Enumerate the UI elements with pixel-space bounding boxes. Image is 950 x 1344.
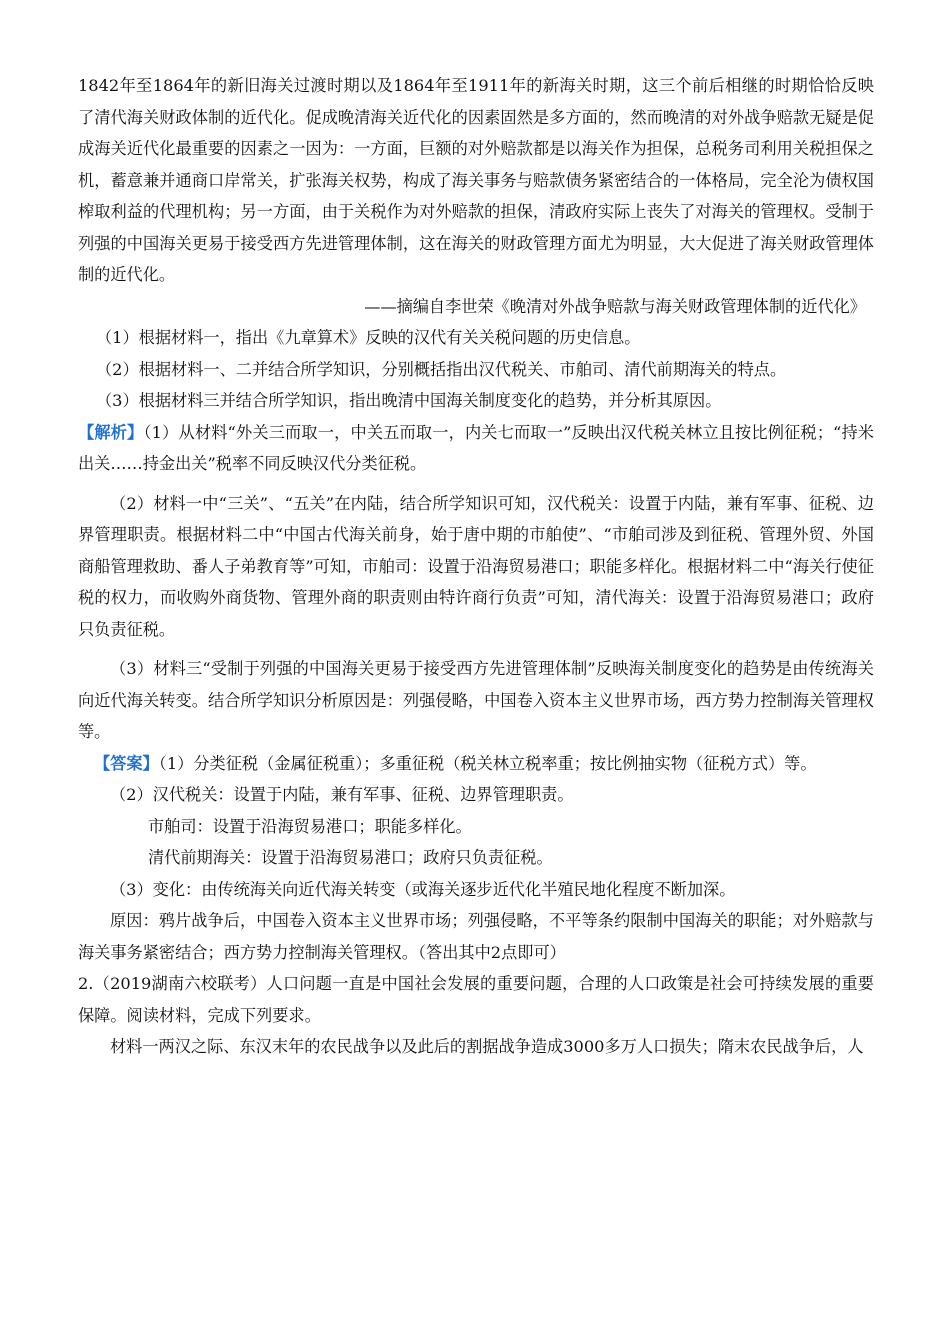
analysis-paragraph-1: [78, 417, 874, 480]
document-page: [78, 70, 874, 1063]
question-1: （1）根据材料一，指出《九章算术》反映的汉代有关关税问题的历史信息。: [96, 328, 641, 347]
answer-2: （2）汉代税关：设置于内陆，兼有军事、征税、边界管理职责。: [110, 785, 574, 804]
question-3: （3）根据材料三并结合所学知识，指出晚清中国海关制度变化的趋势，并分析其原因。: [96, 391, 722, 410]
analysis-text-1: （1）从材料“外关三而取一，中关五而取一，内关七而取一”反映出汉代税关林立且按比例征税；“持米出关……持金出关”税率不同反映汉代分类征税。: [78, 422, 874, 473]
answer-3: （3）变化：由传统海关向近代海关转变（或海关逐步近代化半殖民地化程度不断加深。: [110, 879, 736, 899]
analysis-tag: 【解析】: [78, 422, 144, 442]
question-2-material-1: 材料一两汉之际、东汉末年的农民战争以及此后的割据战争造成3000多万人口损失；隋末农民战争后，人: [110, 1037, 864, 1056]
answer-2-qing-customs: 清代前期海关：设置于沿海贸易港口；政府只负责征税。: [148, 848, 553, 867]
analysis-paragraph-2: （2）材料一中“三关”、“五关”在内陆，结合所学知识可知，汉代税关：设置于内陆，兼有军事、征税、边界管理职责。根据材料二中“中国古代海关前身，始于唐中期的市舶使”、“市舶司涉及到征税、管理外贸、外国商船管理救助、番人子弟教育等”可知，市舶司：设置于沿海贸易港口；职能多样化。根据材料二中“海关行使征税的权力，而收购外商货物、管理外商的职责则由特许商行负责”可知，清代海关：设置于沿海贸易港口；政府只负责征税。: [78, 493, 874, 639]
question-2: （2）根据材料一、二并结合所学知识，分别概括指出汉代税关、市舶司、清代前期海关的特点。: [96, 359, 787, 379]
analysis-paragraph-3: （3）材料三“受制于列强的中国海关更易于接受西方先进管理体制”反映海关制度变化的趋势是由传统海关向近代海关转变。结合所学知识分析原因是：列强侵略，中国卷入资本主义世界市场，西方势力控制海关管理权等。: [78, 659, 874, 741]
answer-tag: 【答案】: [94, 753, 159, 773]
answer-text-1: （1）分类征税（金属征税重）；多重征税（税关林立税率重；按比例抽实物（征税方式）等。: [158, 753, 817, 773]
answer-3-reasons: 原因：鸦片战争后，中国卷入资本主义世界市场；列强侵略，不平等条约限制中国海关的职能；对外赔款与海关事务紧密结合；西方势力控制海关管理权。（答出其中2点即可）: [78, 911, 874, 962]
answer-paragraph-1: [78, 748, 874, 780]
material-3-source: ——摘编自李世荣《晚清对外战争赔款与海关财政管理体制的近代化》: [364, 296, 866, 316]
question-2-intro: 2.（2019湖南六校联考）人口问题一直是中国社会发展的重要问题，合理的人口政策是社会可持续发展的重要保障。阅读材料，完成下列要求。: [78, 974, 874, 1025]
answer-2-shiboshi: 市舶司：设置于沿海贸易港口；职能多样化。: [148, 816, 472, 836]
material-3-paragraph: 1842年至1864年的新旧海关过渡时期以及1864年至1911年的新海关时期，这三个前后相继的时期恰恰反映了清代海关财政体制的近代化。促成晚清海关近代化的因素固然是多方面的，然而晚清的对外战争赔款无疑是促成海关近代化最重要的因素之一因为：一方面，巨额的对外赔款都是以海关作为担保，总税务司利用关税担保之机，蓄意兼并通商口岸常关，扩张海关权势，构成了海关事务与赔款债务紧密结合的一体格局，完全沦为债权国榨取利益的代理机构；另一方面，由于关税作为对外赔款的担保，清政府实际上丧失了对海关的管理权。受制于列强的中国海关更易于接受西方先进管理体制，这在海关的财政管理方面尤为明显，大大促进了海关财政管理体制的近代化。: [78, 76, 874, 284]
